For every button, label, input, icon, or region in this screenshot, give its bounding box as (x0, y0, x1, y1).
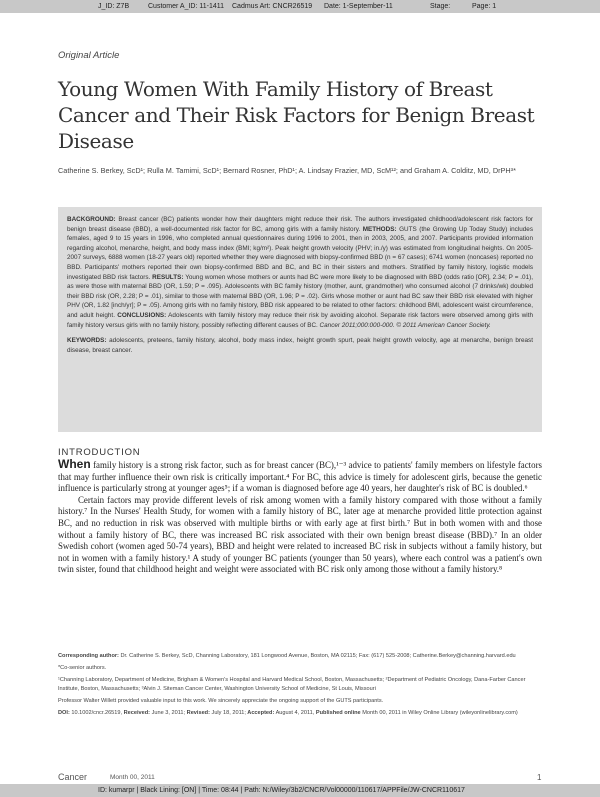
revised-value: July 18, 2011; (209, 710, 246, 717)
article-title: Young Women With Family History of Breast Cancer and Their Risk Factors for Benign Breast Disease (58, 77, 535, 153)
background-label: BACKGROUND: (67, 216, 116, 223)
abstract-text (67, 215, 533, 330)
affiliations: ¹Channing Laboratory, Department of Medicine, Brigham & Women's Hospital and Harvard Medical School, Boston, Massachusetts; ²Department of Pediatric Oncology, Dana-Farber Cancer Institute, Boston, Massachusetts; ³Alvin J. Siteman Cancer Center, Washington University School of Medicine, St Louis, Missouri (58, 677, 526, 692)
introduction-body (58, 459, 542, 576)
conclusions-text: Adolescents with family history may reduce their risk by avoiding alcohol. Separate risk factors were observed among girls with family history versus girls with no family history, possibly reflecting different causes of BC. (67, 311, 533, 329)
citation-text: Cancer 2011;000:000-000. © 2011 American Cancer Society. (317, 321, 491, 329)
accepted-label: Accepted: (245, 710, 275, 717)
revised-label: Revised: (185, 710, 210, 717)
journal-name: Cancer (58, 772, 88, 782)
keywords-line (67, 336, 533, 355)
production-slug-footer: ID: kumarpr | Black Lining: [ON] | Time: 08:44 | Path: N:/Wiley/3b2/CNCR/Vol00000/110617/APPFile/JW-CNCR110617 (0, 784, 600, 797)
footnotes (58, 652, 542, 721)
conclusions-label: CONCLUSIONS: (114, 311, 167, 319)
published-label: Published online (314, 710, 361, 717)
abstract-box (58, 207, 542, 432)
article-type-label: Original Article (58, 50, 120, 61)
keywords-label: KEYWORDS: (67, 337, 107, 345)
results-text: Young women whose mothers or aunts had BC were more likely to be diagnosed with BBD (odds ratio [OR], 2.34; P = .01), as were those with maternal BBD (OR, 1.59; P = .095). Adolescents with BC family history (mother, aunt, grandmother) who consumed alcohol (7 drinks/wk) doubled their BBD risk (OR, 2.28; P = .01), similar to those with maternal BBD (OR, 1.96; P = .02). Girls whose mother or aunt had BC saw their BBD risk elevated with higher PHV (OR, 1.82 [inch/yr]; P = .05). Among girls with no family history, BBD risk appeared to be related to other factors: childhood BMI, adolescent waist circumference, and adult height. (67, 273, 533, 319)
slug-j-id: J_ID: Z7B (98, 3, 130, 10)
slug-cadmus: Cadmus Art: CNCR26519 (232, 3, 313, 10)
intro-paragraph-2: Certain factors may provide different levels of risk among women with a family history compared with those without a family history.⁷ In the Nurses' Health Study, for women with a family history of BC, later age at menarche provided little protection against BC, and no reduction in risk was observed with multiple births or with early age at first birth.⁷ But in both women with and those without a family history of BC, there was increased BC risk associated with their own benign breast disease (BBD).⁷ In an older Swedish cohort (women aged 50-74 years), BBD and height were related to increased BC risk in subjects without a family history, but not in women with a family history.¹ A study of younger BC patients (younger than 50 years), where each control was a patient's own twin sister, found that childhood height and weight were associated with BC risk only among those without a family history.⁸ (58, 494, 542, 575)
doi-label: DOI: (58, 710, 70, 717)
methods-label: METHODS: (360, 225, 397, 233)
intro-paragraph-1-text: family history is a strong risk factor, such as for breast cancer (BC),¹⁻³ advice to patients' family members on lifestyle factors that may further influence their own risk is critically important.⁴ For BC, this advice is timely for adolescent girls, because the genetic influence is particularly strong at younger ages⁵; if a woman is diagnosed before age 40 years, her daughter's risk of BC is doubled.⁶ (58, 460, 542, 494)
corresponding-author (58, 652, 542, 660)
background-text: Breast cancer (BC) patients wonder how their daughters might reduce their risk. The authors investigated childhood/adolescent risk factors for benign breast disease (BBD), a well-documented risk factor for BC, among girls with a family history. (67, 216, 533, 233)
issue-date: Month 00, 2011 (110, 774, 155, 781)
results-label: RESULTS: (150, 273, 184, 281)
corresponding-label: Corresponding author: (58, 653, 119, 659)
production-slug-header (0, 0, 600, 13)
corresponding-text: Dr. Catherine S. Berkey, ScD, Channing Laboratory, 181 Longwood Avenue, Boston, MA 02115; Fax: (617) 525-2008; Catherine.Berkey@channing.harvard.edu (118, 653, 516, 659)
intro-paragraph-1 (58, 459, 542, 495)
slug-stage: Stage: (430, 3, 451, 10)
doi-value: 10.1002/cncr.26519, (69, 710, 123, 717)
slug-page: Page: 1 (472, 3, 497, 10)
received-value: June 3, 2011; (150, 710, 186, 717)
author-list: Catherine S. Berkey, ScD¹; Rulla M. Tamimi, ScD¹; Bernard Rosner, PhD¹; A. Lindsay Frazier, MD, ScM¹²; and Graham A. Colditz, MD, DrPH³* (58, 166, 516, 175)
published-value: Month 00, 2011 in Wiley Online Library (wileyonlinelibrary.com) (360, 710, 518, 717)
received-label: Received: (122, 710, 151, 717)
methods-text: GUTS (the Growing Up Today Study) includes females, aged 9 to 15 years in 1996, who completed annual questionnaires during 1996 to 2001, then in 2003, 2005, and 2007. Participants provided information regarding alcohol, menarche, height, and body mass index (BMI; kg/m²). Peak height growth velocity (PHV; in./y) was estimated from longitudinal heights. On 2005-2007 surveys, 6888 women (18-27 years old) reported whether they were diagnosed with biopsy-confirmed BBD (n = 67 cases); 6741 women (noncases) reported no BBD. Participants' mothers reported their own biopsy-confirmed BBD and BC, and BC in their sisters and mothers. Stratified by family history, logistic models investigated BBD risk factors. (67, 225, 533, 281)
accepted-value: August 4, 2011, (274, 710, 315, 717)
acknowledgment: Professor Walter Willett provided valuable input to this work. We sincerely appreciate the ongoing support of the GUTS participants. (58, 697, 384, 704)
publication-history (58, 709, 542, 717)
keywords-text: adolescents, preteens, family history, alcohol, body mass index, height growth spurt, peak height growth velocity, age at menarche, benign breast disease, breast cancer. (67, 337, 533, 354)
co-senior-note: *Co-senior authors. (58, 665, 107, 672)
page-number: 1 (537, 773, 542, 782)
intro-lead-word: When (58, 457, 91, 471)
introduction-heading: INTRODUCTION (58, 447, 141, 458)
slug-date: Date: 1-September-11 (324, 3, 393, 10)
slug-customer: Customer A_ID: 11-1411 (148, 3, 225, 10)
